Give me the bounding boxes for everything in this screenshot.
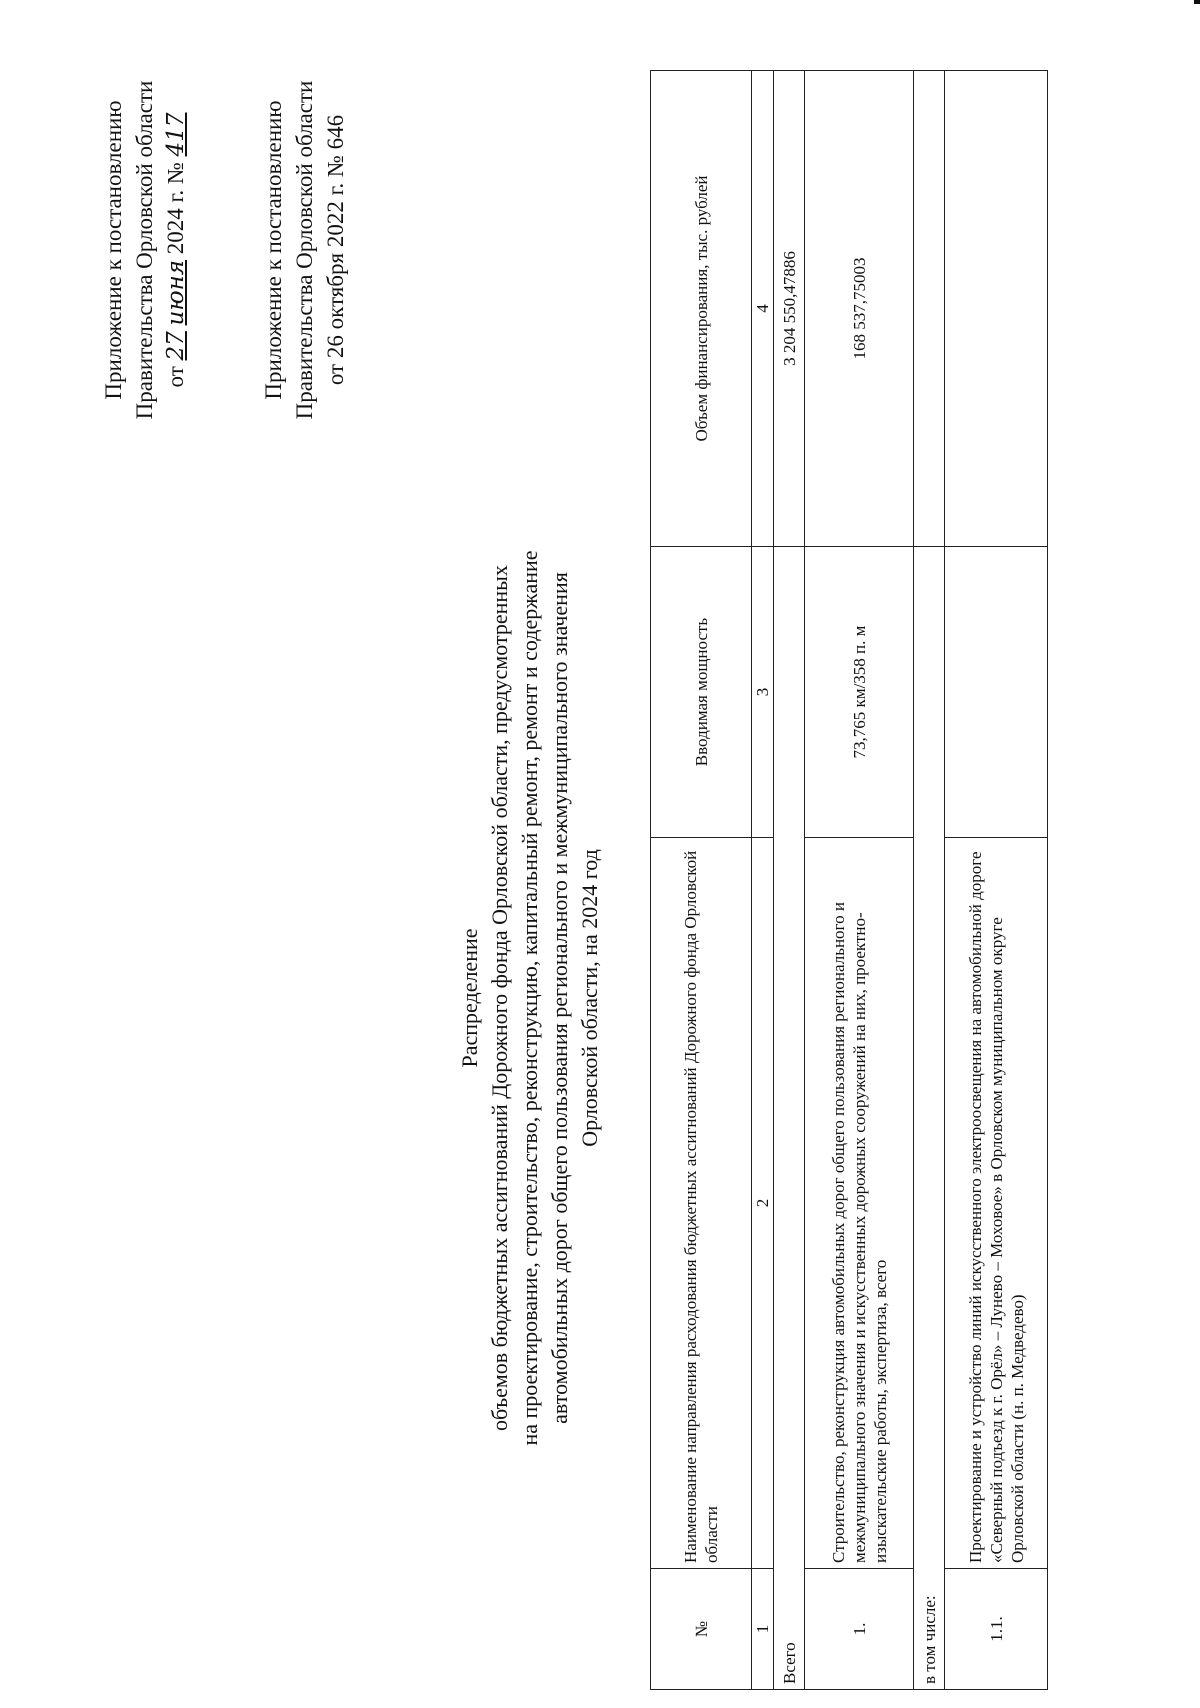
appendix-current-line3: [160, 20, 192, 480]
row-name: Проектирование и устройство линий искусственного электроосвещения на автомобильной дороге «Северный подъезд к г. Орёл» – Лунево – Моховое» в Орловском муниципальном округе Орловской области (н. п. Медведево): [945, 838, 1048, 1569]
heading-line4: Орловской области, на 2024 год: [577, 849, 602, 1147]
row-capacity: 73,765 км/358 п. м: [805, 547, 914, 838]
column-index: 3: [752, 547, 774, 838]
total-funding: 3 204 550,47886: [774, 71, 805, 547]
including-empty-cell: [914, 71, 945, 547]
appendix-current-line2-text: Правительства Орловской области: [132, 80, 157, 420]
column-index: 1: [752, 1569, 774, 1690]
table-header-row: [651, 71, 752, 1690]
heading-line3: автомобильных дорог общего пользования регионального и межмуниципального значения: [547, 572, 572, 1424]
column-index-row: [752, 71, 774, 1690]
handwritten-month: июня: [163, 259, 189, 326]
heading-line1: объемов бюджетных ассигнований Дорожного фонда Орловской области, предусмотренных: [487, 565, 512, 1431]
appendix-current-line2: [129, 20, 160, 480]
appendix-previous-line1: Приложение к постановлению: [261, 100, 286, 400]
handwritten-number: 417: [163, 112, 189, 157]
heading-line2: на проектирование, строительство, реконструкцию, капитальный ремонт, ремонт и содержание: [517, 550, 542, 1446]
table-row: [945, 71, 1048, 1690]
column-index: 2: [752, 838, 774, 1569]
handwritten-day: 27: [163, 331, 189, 361]
header-name: Наименование направления расходования бюджетных ассигнований Дорожного фонда Орловской области: [651, 838, 752, 1569]
total-label: Всего: [774, 547, 805, 1690]
header-capacity: Вводимая мощность: [651, 547, 752, 838]
row-number: 1.: [805, 1569, 914, 1690]
year-text: 2024 г. №: [163, 162, 188, 255]
row-capacity: [945, 547, 1048, 838]
including-label: в том числе:: [914, 547, 945, 1690]
header-num: №: [651, 1569, 752, 1690]
row-funding: [945, 71, 1048, 547]
distribution-table: [650, 70, 1048, 1690]
heading-title: Распределение: [457, 928, 482, 1068]
appendix-current-block: [98, 20, 192, 480]
column-index: 4: [752, 71, 774, 547]
table-row: [805, 71, 914, 1690]
appendix-previous-line3: от 26 октября 2022 г. № 646: [323, 114, 348, 386]
appendix-current-line1: Приложение к постановлению: [101, 100, 126, 400]
document-heading: [455, 398, 605, 1598]
from-label: от: [163, 366, 188, 388]
row-number: 1.1.: [945, 1569, 1048, 1690]
row-funding: 168 537,75003: [805, 71, 914, 547]
total-row: [774, 71, 805, 1690]
including-row: [914, 71, 945, 1690]
header-funding: Объем финансирования, тыс. рублей: [651, 71, 752, 547]
appendix-previous-block: [258, 40, 351, 460]
appendix-previous-line2: Правительства Орловской области: [292, 80, 317, 420]
row-name: Строительство, реконструкция автомобильных дорог общего пользования регионального и межмуниципального значения и искусственных дорожных сооружений на них, проектно-изыскательские работы, экспертиза, всего: [805, 838, 914, 1569]
